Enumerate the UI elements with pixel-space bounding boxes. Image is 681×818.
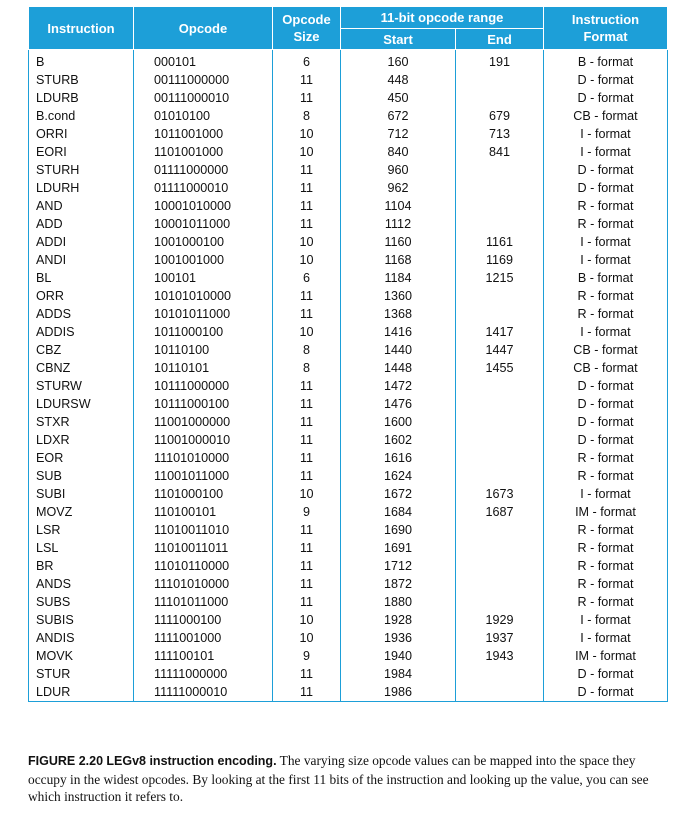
cell-instruction: STURB: [29, 71, 134, 89]
cell-opcode-size: 10: [273, 485, 341, 503]
cell-opcode: 11001000010: [134, 431, 273, 449]
cell-opcode-size: 11: [273, 575, 341, 593]
table-row: [29, 503, 668, 521]
cell-instruction-format: R - format: [544, 521, 668, 539]
cell-opcode-size: 8: [273, 107, 341, 125]
table-row: [29, 305, 668, 323]
cell-instruction: STXR: [29, 413, 134, 431]
table-row: [29, 683, 668, 702]
cell-opcode-size: 10: [273, 233, 341, 251]
cell-instruction-format: I - format: [544, 143, 668, 161]
cell-range-start: 1160: [341, 233, 456, 251]
cell-opcode: 10001011000: [134, 215, 273, 233]
cell-range-end: [456, 215, 544, 233]
cell-instruction-format: R - format: [544, 557, 668, 575]
cell-range-end: [456, 377, 544, 395]
table-row: [29, 287, 668, 305]
cell-opcode-size: 11: [273, 197, 341, 215]
cell-range-end: [456, 575, 544, 593]
cell-instruction-format: D - format: [544, 179, 668, 197]
cell-instruction: CBNZ: [29, 359, 134, 377]
cell-opcode: 10111000100: [134, 395, 273, 413]
cell-range-end: [456, 197, 544, 215]
cell-instruction: LDURB: [29, 89, 134, 107]
cell-range-end: [456, 413, 544, 431]
cell-range-start: 450: [341, 89, 456, 107]
cell-opcode: 10110101: [134, 359, 273, 377]
cell-range-end: 1455: [456, 359, 544, 377]
cell-instruction-format: IM - format: [544, 647, 668, 665]
table-row: [29, 269, 668, 287]
cell-instruction-format: I - format: [544, 611, 668, 629]
table-row: [29, 557, 668, 575]
cell-range-start: 448: [341, 71, 456, 89]
cell-instruction: LDXR: [29, 431, 134, 449]
cell-range-start: 1986: [341, 683, 456, 702]
cell-opcode-size: 10: [273, 629, 341, 647]
cell-range-end: [456, 305, 544, 323]
cell-range-start: 960: [341, 161, 456, 179]
cell-opcode-size: 8: [273, 341, 341, 359]
table-row: [29, 323, 668, 341]
cell-instruction: ANDI: [29, 251, 134, 269]
cell-instruction: LSL: [29, 539, 134, 557]
cell-instruction: ORRI: [29, 125, 134, 143]
cell-opcode: 01111000010: [134, 179, 273, 197]
cell-opcode: 1011000100: [134, 323, 273, 341]
cell-range-end: 1417: [456, 323, 544, 341]
cell-opcode-size: 11: [273, 89, 341, 107]
caption-text: The varying size opcode values can be mapped into the space they occupy in the widest opcodes. By looking at the first 11 bits of the instruction and looking up the value, you can see which instruction it refers to.: [28, 753, 649, 804]
encoding-table-container: [28, 6, 667, 702]
cell-instruction-format: R - format: [544, 575, 668, 593]
cell-range-start: 1940: [341, 647, 456, 665]
cell-opcode: 000101: [134, 50, 273, 72]
cell-instruction: BL: [29, 269, 134, 287]
table-row: [29, 611, 668, 629]
cell-instruction-format: B - format: [544, 50, 668, 72]
cell-instruction: LDURSW: [29, 395, 134, 413]
cell-instruction: LSR: [29, 521, 134, 539]
cell-instruction: B.cond: [29, 107, 134, 125]
cell-instruction-format: IM - format: [544, 503, 668, 521]
cell-opcode: 100101: [134, 269, 273, 287]
header-opcode: Opcode: [134, 7, 273, 50]
cell-opcode-size: 11: [273, 683, 341, 702]
cell-instruction: SUBI: [29, 485, 134, 503]
cell-instruction: LDUR: [29, 683, 134, 702]
cell-opcode-size: 9: [273, 503, 341, 521]
table-row: [29, 107, 668, 125]
cell-range-end: [456, 395, 544, 413]
cell-range-start: 1104: [341, 197, 456, 215]
cell-opcode: 111100101: [134, 647, 273, 665]
cell-instruction-format: D - format: [544, 431, 668, 449]
table-body: [29, 50, 668, 702]
cell-opcode: 1111001000: [134, 629, 273, 647]
cell-opcode-size: 11: [273, 593, 341, 611]
header-end: End: [456, 29, 544, 50]
cell-range-start: 672: [341, 107, 456, 125]
cell-instruction-format: R - format: [544, 593, 668, 611]
header-instruction: Instruction: [29, 7, 134, 50]
cell-range-start: 1440: [341, 341, 456, 359]
table-row: [29, 539, 668, 557]
cell-instruction: EORI: [29, 143, 134, 161]
cell-instruction: EOR: [29, 449, 134, 467]
cell-range-end: [456, 683, 544, 702]
cell-range-end: 1937: [456, 629, 544, 647]
cell-instruction-format: D - format: [544, 395, 668, 413]
cell-instruction: STUR: [29, 665, 134, 683]
cell-instruction: SUB: [29, 467, 134, 485]
cell-instruction-format: I - format: [544, 629, 668, 647]
cell-opcode-size: 8: [273, 359, 341, 377]
table-row: [29, 485, 668, 503]
cell-opcode-size: 11: [273, 161, 341, 179]
cell-instruction-format: I - format: [544, 251, 668, 269]
cell-opcode: 1001000100: [134, 233, 273, 251]
table-row: [29, 449, 668, 467]
table-row: [29, 50, 668, 72]
cell-instruction: ADD: [29, 215, 134, 233]
cell-range-end: 1169: [456, 251, 544, 269]
table-row: [29, 125, 668, 143]
header-instruction-format-label: Instruction Format: [571, 12, 640, 44]
cell-instruction-format: D - format: [544, 71, 668, 89]
cell-opcode-size: 10: [273, 251, 341, 269]
cell-opcode: 110100101: [134, 503, 273, 521]
cell-opcode: 10001010000: [134, 197, 273, 215]
cell-opcode-size: 11: [273, 413, 341, 431]
cell-opcode-size: 10: [273, 323, 341, 341]
cell-instruction-format: CB - format: [544, 341, 668, 359]
cell-range-start: 160: [341, 50, 456, 72]
cell-instruction-format: D - format: [544, 413, 668, 431]
header-opcode-size-label: Opcode Size: [282, 12, 331, 44]
cell-instruction: ANDIS: [29, 629, 134, 647]
cell-opcode: 00111000000: [134, 71, 273, 89]
cell-instruction: STURH: [29, 161, 134, 179]
cell-opcode-size: 9: [273, 647, 341, 665]
table-row: [29, 521, 668, 539]
cell-opcode-size: 11: [273, 431, 341, 449]
cell-instruction: ANDS: [29, 575, 134, 593]
cell-opcode-size: 10: [273, 143, 341, 161]
cell-range-end: [456, 593, 544, 611]
instruction-encoding-table: [28, 6, 668, 702]
cell-range-start: 1448: [341, 359, 456, 377]
cell-opcode-size: 11: [273, 377, 341, 395]
cell-instruction-format: D - format: [544, 161, 668, 179]
cell-instruction-format: D - format: [544, 683, 668, 702]
caption-title: LEGv8 instruction encoding.: [106, 754, 277, 768]
table-row: [29, 143, 668, 161]
cell-range-start: 1712: [341, 557, 456, 575]
cell-range-end: 1687: [456, 503, 544, 521]
cell-opcode: 01111000000: [134, 161, 273, 179]
cell-opcode-size: 10: [273, 611, 341, 629]
cell-range-end: [456, 71, 544, 89]
table-row: [29, 647, 668, 665]
cell-instruction-format: I - format: [544, 125, 668, 143]
cell-opcode-size: 11: [273, 449, 341, 467]
cell-instruction: CBZ: [29, 341, 134, 359]
table-row: [29, 215, 668, 233]
table-row: [29, 251, 668, 269]
table-row: [29, 665, 668, 683]
cell-instruction-format: R - format: [544, 305, 668, 323]
cell-opcode-size: 6: [273, 50, 341, 72]
header-start: Start: [341, 29, 456, 50]
table-row: [29, 431, 668, 449]
cell-instruction: ORR: [29, 287, 134, 305]
cell-instruction: ADDS: [29, 305, 134, 323]
caption-label: FIGURE 2.20: [28, 754, 104, 768]
cell-range-start: 1112: [341, 215, 456, 233]
cell-instruction-format: CB - format: [544, 359, 668, 377]
cell-range-start: 1600: [341, 413, 456, 431]
figure-caption: [28, 752, 660, 806]
cell-range-end: 679: [456, 107, 544, 125]
cell-range-end: 1943: [456, 647, 544, 665]
table-row: [29, 575, 668, 593]
cell-opcode-size: 11: [273, 287, 341, 305]
cell-opcode-size: 11: [273, 539, 341, 557]
table-row: [29, 341, 668, 359]
cell-range-start: 840: [341, 143, 456, 161]
cell-range-start: 1416: [341, 323, 456, 341]
cell-range-end: 191: [456, 50, 544, 72]
cell-opcode-size: 11: [273, 215, 341, 233]
table-row: [29, 593, 668, 611]
cell-opcode-size: 11: [273, 521, 341, 539]
cell-range-start: 1984: [341, 665, 456, 683]
cell-opcode-size: 11: [273, 665, 341, 683]
table-row: [29, 359, 668, 377]
cell-opcode-size: 6: [273, 269, 341, 287]
table-row: [29, 233, 668, 251]
cell-range-end: 841: [456, 143, 544, 161]
cell-range-start: 1928: [341, 611, 456, 629]
cell-range-end: [456, 467, 544, 485]
cell-instruction: BR: [29, 557, 134, 575]
cell-range-end: [456, 179, 544, 197]
cell-instruction-format: R - format: [544, 287, 668, 305]
cell-range-end: 713: [456, 125, 544, 143]
cell-instruction: ADDIS: [29, 323, 134, 341]
cell-range-start: 1872: [341, 575, 456, 593]
cell-opcode: 01010100: [134, 107, 273, 125]
header-range-group: 11-bit opcode range: [341, 7, 544, 29]
cell-instruction-format: B - format: [544, 269, 668, 287]
cell-range-end: [456, 431, 544, 449]
cell-opcode-size: 11: [273, 71, 341, 89]
cell-opcode: 1101001000: [134, 143, 273, 161]
cell-opcode: 1011001000: [134, 125, 273, 143]
cell-range-start: 1684: [341, 503, 456, 521]
cell-range-start: 1168: [341, 251, 456, 269]
cell-opcode-size: 11: [273, 305, 341, 323]
cell-opcode: 11101011000: [134, 593, 273, 611]
cell-range-start: 1672: [341, 485, 456, 503]
cell-opcode: 10101011000: [134, 305, 273, 323]
cell-range-start: 1184: [341, 269, 456, 287]
cell-range-end: [456, 557, 544, 575]
cell-range-end: [456, 665, 544, 683]
cell-range-start: 1602: [341, 431, 456, 449]
cell-opcode: 11001011000: [134, 467, 273, 485]
cell-opcode: 1101000100: [134, 485, 273, 503]
cell-instruction-format: R - format: [544, 197, 668, 215]
table-row: [29, 629, 668, 647]
cell-range-start: 1360: [341, 287, 456, 305]
header-opcode-size: [273, 7, 341, 50]
cell-opcode: 11101010000: [134, 575, 273, 593]
cell-opcode: 10110100: [134, 341, 273, 359]
cell-opcode-size: 11: [273, 557, 341, 575]
cell-instruction: MOVK: [29, 647, 134, 665]
cell-opcode-size: 10: [273, 125, 341, 143]
cell-opcode: 11010110000: [134, 557, 273, 575]
cell-instruction-format: I - format: [544, 233, 668, 251]
cell-opcode: 10101010000: [134, 287, 273, 305]
cell-range-start: 1616: [341, 449, 456, 467]
cell-opcode: 11101010000: [134, 449, 273, 467]
cell-range-end: [456, 287, 544, 305]
cell-range-end: [456, 521, 544, 539]
cell-range-end: 1673: [456, 485, 544, 503]
cell-range-start: 1880: [341, 593, 456, 611]
cell-opcode: 11010011011: [134, 539, 273, 557]
cell-opcode: 00111000010: [134, 89, 273, 107]
cell-range-start: 1691: [341, 539, 456, 557]
cell-range-end: 1161: [456, 233, 544, 251]
table-row: [29, 413, 668, 431]
cell-opcode-size: 11: [273, 179, 341, 197]
table-row: [29, 395, 668, 413]
cell-range-start: 962: [341, 179, 456, 197]
cell-range-end: 1929: [456, 611, 544, 629]
cell-instruction: SUBIS: [29, 611, 134, 629]
cell-opcode: 11111000010: [134, 683, 273, 702]
cell-instruction: MOVZ: [29, 503, 134, 521]
table-row: [29, 467, 668, 485]
cell-range-end: [456, 161, 544, 179]
cell-range-start: 1476: [341, 395, 456, 413]
cell-opcode-size: 11: [273, 395, 341, 413]
table-row: [29, 179, 668, 197]
cell-instruction-format: D - format: [544, 377, 668, 395]
cell-instruction-format: CB - format: [544, 107, 668, 125]
cell-range-end: [456, 539, 544, 557]
cell-range-start: 1368: [341, 305, 456, 323]
cell-instruction-format: R - format: [544, 215, 668, 233]
cell-instruction: STURW: [29, 377, 134, 395]
cell-instruction-format: I - format: [544, 485, 668, 503]
cell-opcode: 11001000000: [134, 413, 273, 431]
cell-instruction-format: I - format: [544, 323, 668, 341]
cell-opcode: 1111000100: [134, 611, 273, 629]
cell-instruction-format: D - format: [544, 89, 668, 107]
cell-instruction-format: D - format: [544, 665, 668, 683]
cell-instruction-format: R - format: [544, 539, 668, 557]
table-row: [29, 377, 668, 395]
cell-opcode: 1001001000: [134, 251, 273, 269]
cell-range-end: [456, 449, 544, 467]
table-row: [29, 89, 668, 107]
cell-instruction: AND: [29, 197, 134, 215]
cell-range-end: [456, 89, 544, 107]
cell-range-start: 1690: [341, 521, 456, 539]
cell-instruction: LDURH: [29, 179, 134, 197]
cell-range-end: 1447: [456, 341, 544, 359]
cell-instruction-format: R - format: [544, 449, 668, 467]
cell-range-start: 1624: [341, 467, 456, 485]
table-row: [29, 197, 668, 215]
cell-opcode-size: 11: [273, 467, 341, 485]
cell-instruction-format: R - format: [544, 467, 668, 485]
cell-opcode: 11111000000: [134, 665, 273, 683]
table-row: [29, 71, 668, 89]
cell-instruction: ADDI: [29, 233, 134, 251]
cell-range-start: 712: [341, 125, 456, 143]
cell-range-end: 1215: [456, 269, 544, 287]
cell-range-start: 1936: [341, 629, 456, 647]
cell-instruction: SUBS: [29, 593, 134, 611]
table-row: [29, 161, 668, 179]
cell-opcode: 11010011010: [134, 521, 273, 539]
cell-instruction: B: [29, 50, 134, 72]
cell-range-start: 1472: [341, 377, 456, 395]
cell-opcode: 10111000000: [134, 377, 273, 395]
header-instruction-format: [544, 7, 668, 50]
